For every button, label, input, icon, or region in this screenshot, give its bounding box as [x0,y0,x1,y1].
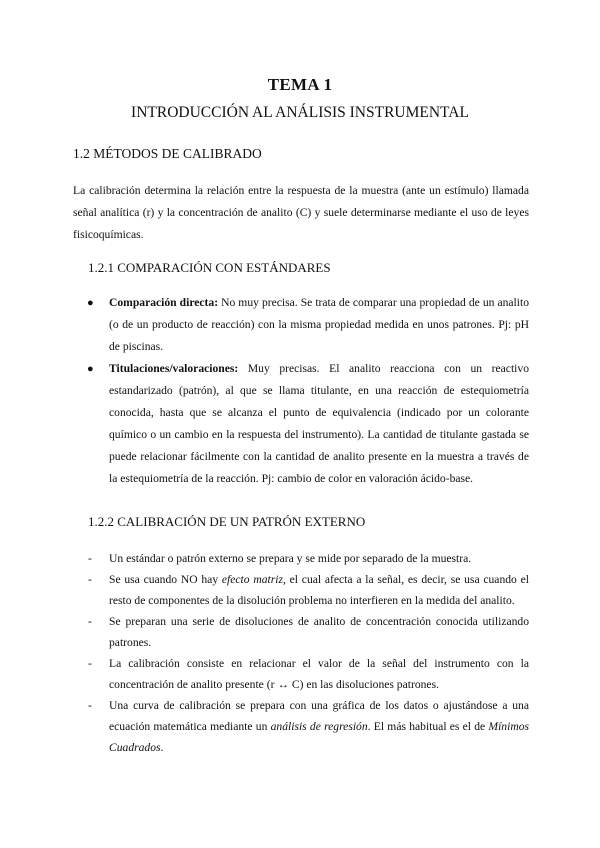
item-term: Titulaciones/valoraciones: [109,362,239,375]
list-item [73,653,529,695]
item-text: Se preparan una serie de disoluciones de analito de concentración conocida utilizando patrones. [109,615,529,649]
list-item [73,358,529,490]
bullet-icon: ● [87,297,94,309]
list-item [73,611,529,653]
item-emphasis: efecto matriz [221,573,283,586]
chapter-title: TEMA 1 [267,75,333,94]
list-item [73,548,529,569]
item-text: , el cual afecta a la señal, es decir, se usa cuando el resto de componentes de la disolución problema no interfieren en la medida del analito. [109,573,529,607]
dash-icon: - [88,552,92,565]
dash-icon: - [88,573,92,586]
dash-list [73,548,529,758]
item-text: Un estándar o patrón externo se prepara y se mide por separado de la muestra. [109,552,472,565]
item-text: Se usa cuando NO hay [109,573,222,586]
item-text: La calibración consiste en relacionar el valor de la señal del instrumento con la concentración de analito presente (r ↔ C) en las disoluciones patrones. [109,657,529,691]
section-heading: 1.2 MÉTODOS DE CALIBRADO [73,146,262,161]
list-item [73,569,529,611]
item-emphasis: análisis de regresión [270,720,368,733]
item-text: Una curva de calibración se prepara con una gráfica de los datos o ajustándose a una ecuación matemática mediante un [109,699,529,733]
section-intro: La calibración determina la relación entre la respuesta de la muestra (ante un estímulo) llamada señal analítica (r) y la concentración de analito (C) y suele determinarse mediante el uso de leyes fisicoquímicas. [73,184,529,241]
dash-icon: - [88,657,92,670]
dash-icon: - [88,615,92,628]
item-text: . [160,741,164,754]
subsection-heading-calibracion: 1.2.2 CALIBRACIÓN DE UN PATRÓN EXTERNO [88,514,366,529]
list-item [73,292,529,358]
list-item [73,695,529,758]
item-text: No muy precisa. Se trata de comparar una propiedad de un analito (o de un producto de reacción) con la misma propiedad medida en unos patrones. Pj: pH de piscinas. [109,296,529,353]
subsection-heading-comparacion: 1.2.1 COMPARACIÓN CON ESTÁNDARES [88,260,331,275]
dash-icon: - [88,699,92,712]
bullet-list [73,292,529,490]
item-text: Muy precisas. El analito reacciona con un reactivo estandarizado (patrón), al que se llama titulante, en una reacción de estequiometría conocida, hasta que se alcanza el punto de equivalencia (indicado por un colorante químico o un cambio en la respuesta del instrumento). La cantidad de titulante gastada se puede relacionar fácilmente con la cantidad de analito presente en la muestra a través de la estequiometría de la reacción. Pj: cambio de color en valoración ácido-base. [109,362,529,485]
item-text: . El más habitual es el de [367,720,489,733]
bullet-icon: ● [87,363,94,375]
item-emphasis: Mínimos Cuadrados [109,720,529,754]
item-term: Comparación directa: [109,296,219,309]
chapter-subtitle: INTRODUCCIÓN AL ANÁLISIS INSTRUMENTAL [131,104,469,121]
